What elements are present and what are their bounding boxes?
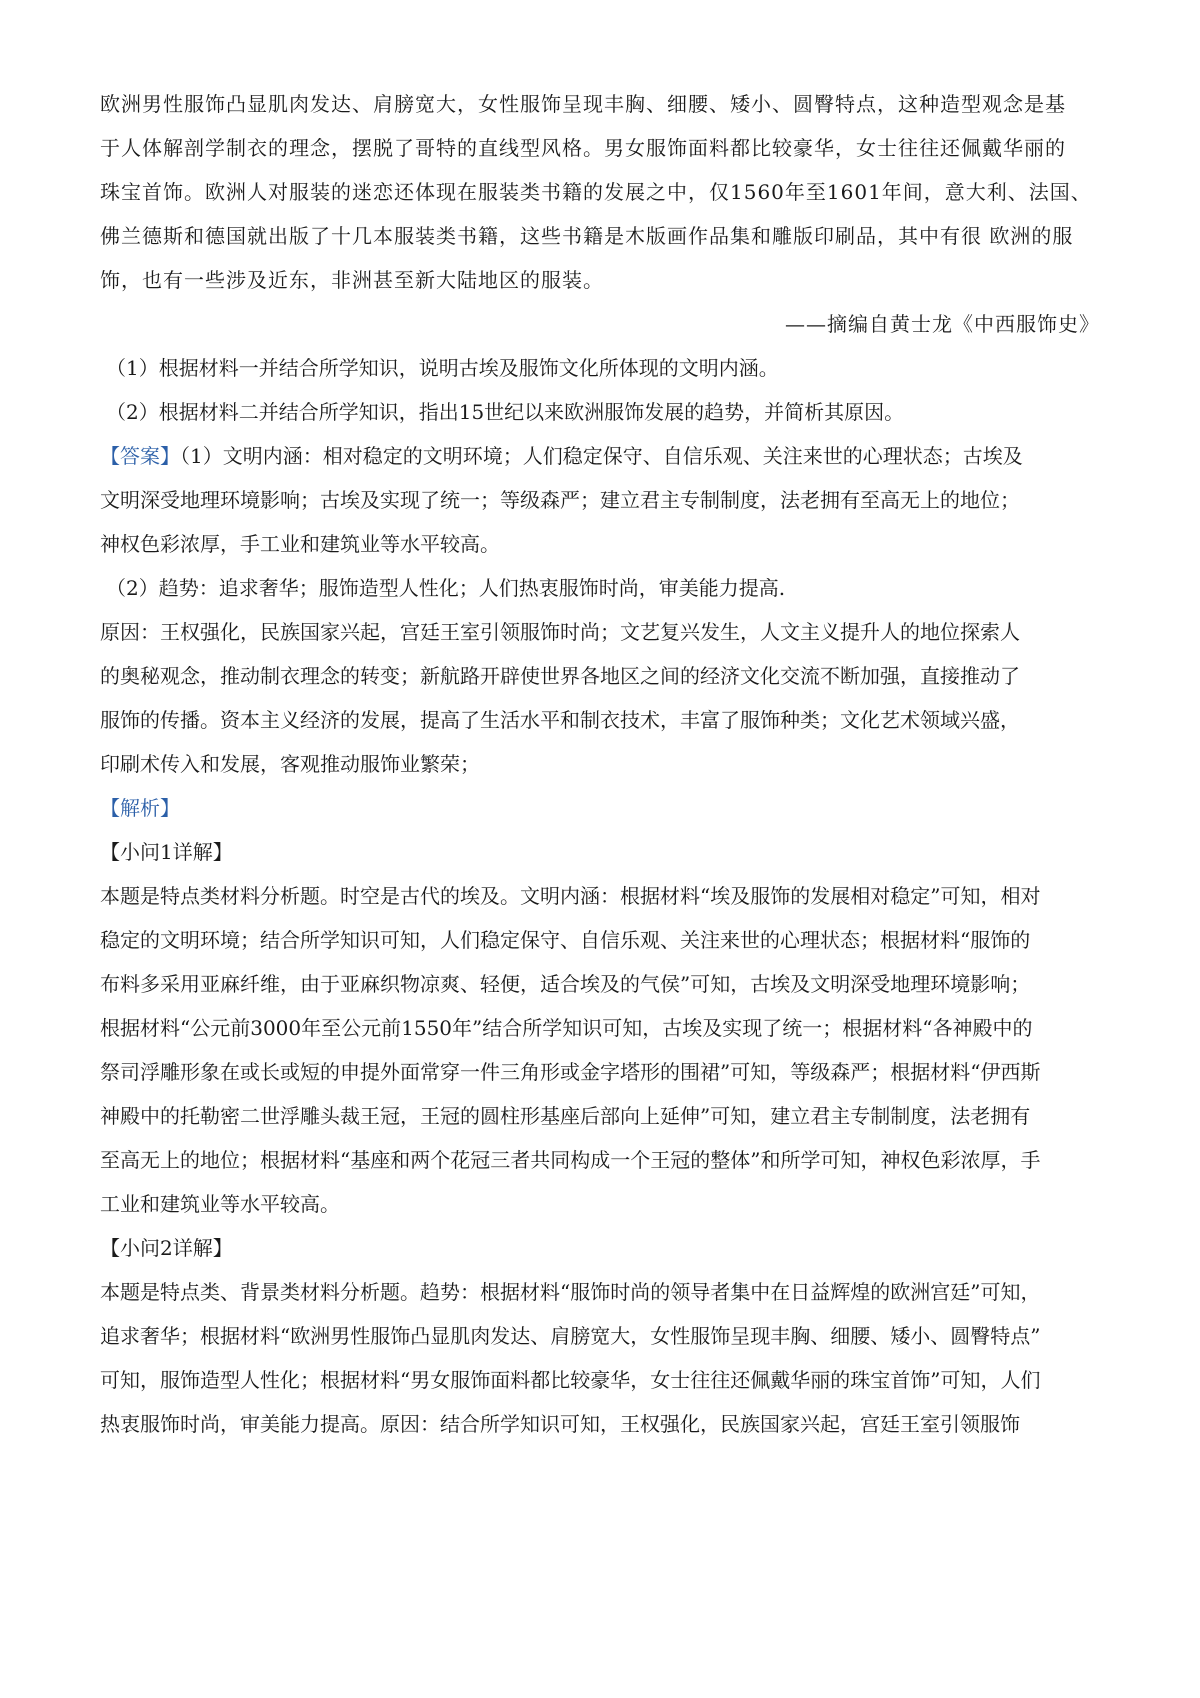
analysis-line: 根据材料“公元前3000年至公元前1550年”结合所学知识可知，古埃及实现了统一；根据材料“各神殿中的 [100,1016,1033,1040]
analysis-line: 本题是特点类材料分析题。时空是古代的埃及。文明内涵：根据材料“埃及服饰的发展相对稳定”可知，相对 [100,884,1041,908]
answer-part1-line: 文明深受地理环境影响；古埃及实现了统一；等级森严；建立君主专制制度，法老拥有至高无上的地位； [100,488,1020,512]
answer-reason-line: 的奥秘观念，推动制衣理念的转变；新航路开辟使世界各地区之间的经济文化交流不断加强，直接推动了 [100,664,1020,688]
answer-reason-line: 原因：王权强化，民族国家兴起，宫廷王室引领服饰时尚；文艺复兴发生，人文主义提升人的地位探索人 [100,620,1020,644]
material-line: 欧洲男性服饰凸显肌肉发达、肩膀宽大，女性服饰呈现丰胸、细腰、矮小、圆臀特点，这种造型观念是基 [100,92,1066,116]
questions [100,346,1100,434]
material-two-text [100,82,1100,346]
answer-reason-line: 印刷术传入和发展，客观推动服饰业繁荣； [100,752,480,776]
answer-tag: 【答案】 [100,444,180,468]
analysis-tag: 【解析】 [100,796,180,820]
analysis-line: 稳定的文明环境；结合所学知识可知，人们稳定保守、自信乐观、关注来世的心理状态；根据材料“服饰的 [100,928,1031,952]
analysis-line: 工业和建筑业等水平较高。 [100,1192,340,1216]
answer-line [100,434,1100,478]
analysis-line: 追求奢华；根据材料“欧洲男性服饰凸显肌肉发达、肩膀宽大，女性服饰呈现丰胸、细腰、矮小、圆臀特点” [100,1324,1041,1348]
analysis-line: 本题是特点类、背景类材料分析题。趋势：根据材料“服饰时尚的领导者集中在日益辉煌的欧洲宫廷”可知， [100,1280,1041,1304]
answer-reason-line: 服饰的传播。资本主义经济的发展，提高了生活水平和制衣技术，丰富了服饰种类；文化艺术领域兴盛， [100,708,1020,732]
material-line: 于人体解剖学制衣的理念，摆脱了哥特的直线型风格。男女服饰面料都比较豪华，女士往往还佩戴华丽的 [100,136,1066,160]
analysis-line: 可知，服饰造型人性化；根据材料“男女服饰面料都比较豪华，女士往往还佩戴华丽的珠宝首饰”可知，人们 [100,1368,1041,1392]
answer-trend: （2）趋势：追求奢华；服饰造型人性化；人们热衷服饰时尚，审美能力提高. [106,576,786,600]
answer-section [100,434,1100,786]
analysis-line: 祭司浮雕形象在或长或短的申提外面常穿一件三角形或金字塔形的围裙”可知，等级森严；根据材料“伊西斯 [100,1060,1041,1084]
analysis-section [100,786,1100,1446]
material-line: 佛兰德斯和德国就出版了十几本服装类书籍，这些书籍是木版画作品集和雕版印刷品，其中有很 欧洲的服 [100,224,1074,248]
analysis-line: 布料多采用亚麻纤维，由于亚麻织物凉爽、轻便，适合埃及的气侯”可知，古埃及文明深受地理环境影响； [100,972,1031,996]
answer-part1-line: （1）文明内涵：相对稳定的文明环境；人们稳定保守、自信乐观、关注来世的心理状态；古埃及 [180,444,1023,468]
analysis-line: 至高无上的地位；根据材料“基座和两个花冠三者共同构成一个王冠的整体”和所学可知，神权色彩浓厚，手 [100,1148,1041,1172]
material-line: 饰，也有一些涉及近东，非洲甚至新大陆地区的服装。 [100,268,604,292]
answer-part1-line: 神权色彩浓厚，手工业和建筑业等水平较高。 [100,532,500,556]
sub-question-1-heading: 【小问1详解】 [100,840,233,864]
material-line: 珠宝首饰。欧洲人对服装的迷恋还体现在服装类书籍的发展之中，仅1560年至1601年间，意大利、法国、 [100,180,1092,204]
analysis-line: 神殿中的托勒密二世浮雕头裁王冠，王冠的圆柱形基座后部向上延伸”可知，建立君主专制制度，法老拥有 [100,1104,1031,1128]
document-page [100,82,1100,1446]
material-source: ——摘编自黄士龙《中西服饰史》 [785,312,1100,336]
question-2: （2）根据材料二并结合所学知识，指出15世纪以来欧洲服饰发展的趋势，并简析其原因。 [106,400,905,424]
analysis-line: 热衷服饰时尚，审美能力提高。原因：结合所学知识可知，王权强化，民族国家兴起，宫廷王室引领服饰 [100,1412,1020,1436]
question-1: （1）根据材料一并结合所学知识，说明古埃及服饰文化所体现的文明内涵。 [106,356,779,380]
sub-question-2-heading: 【小问2详解】 [100,1236,233,1260]
